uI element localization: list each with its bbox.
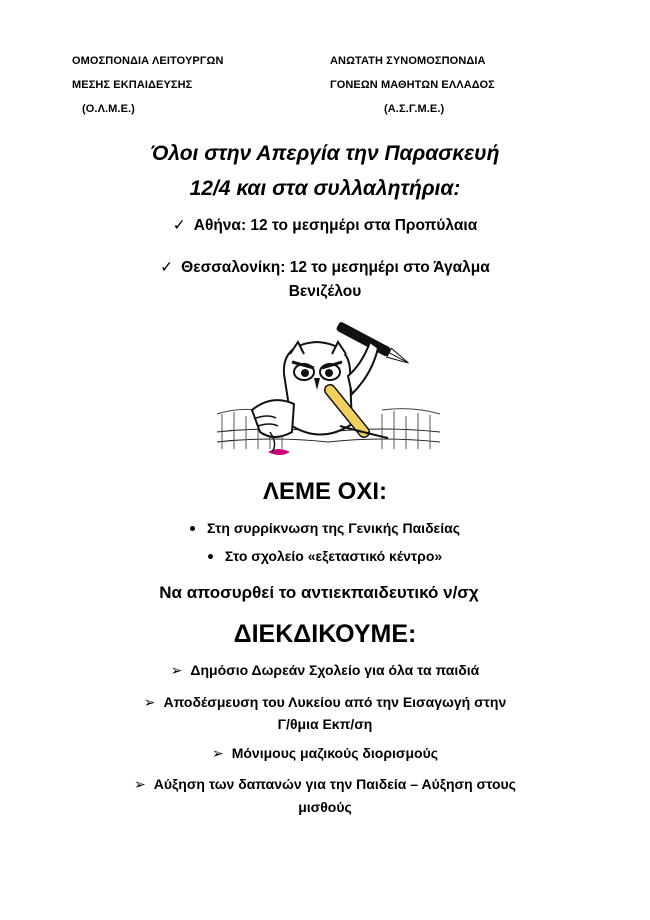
claim-item-text: Αύξηση των δαπανών για την Παιδεία – Αύξηση στους [153,776,516,792]
claim-item-text: Μόνιμους μαζικούς διορισμούς [231,745,439,761]
claim-item [0,662,650,679]
claim-item [0,694,650,711]
arrowhead-bullet-icon: ➢ [211,745,224,761]
say-no-item [0,548,650,564]
owl-illustration [212,314,444,462]
bullet-icon [190,526,195,531]
claim-item-cont: Γ/θμια Εκπ/ση [277,716,373,732]
rally-thessaloniki [0,258,650,277]
claim-item [0,776,650,793]
asgme-abbr: (Α.Σ.Γ.Μ.Ε.) [384,103,445,115]
withdraw-bill-demand: Να αποσυρθεί το αντιεκπαιδευτικό ν/σχ [159,583,479,602]
arrowhead-bullet-icon: ➢ [143,694,156,710]
rally-athens [0,216,650,235]
asgme-line1: ΑΝΩΤΑΤΗ ΣΥΝΟΜΟΣΠΟΝΔΙΑ [330,55,486,67]
claim-item [0,745,650,762]
checkmark-icon: ✓ [172,217,186,234]
claim-item-text: Δημόσιο Δωρεάν Σχολείο για όλα τα παιδιά [190,662,480,678]
bullet-icon [208,554,213,559]
say-no-item-text: Στο σχολείο «εξεταστικό κέντρο» [224,548,443,564]
olme-line2: ΜΕΣΗΣ ΕΚΠΑΙΔΕΥΣΗΣ [72,79,193,91]
say-no-item [0,520,650,536]
olme-abbr: (Ο.Λ.Μ.Ε.) [82,103,135,115]
asgme-org-name [330,49,495,121]
arrowhead-bullet-icon: ➢ [134,776,146,792]
say-no-heading: ΛΕΜΕ ΟΧΙ: [262,478,388,505]
olme-org-name [72,49,224,121]
rally-athens-text: Αθήνα: 12 το μεσημέρι στα Προπύλαια [193,217,478,234]
claim-heading: ΔΙΕΚΔΙΚΟΥΜΕ: [233,620,417,648]
asgme-line2: ΓΟΝΕΩΝ ΜΑΘΗΤΩΝ ΕΛΛΑΔΟΣ [330,79,495,91]
claim-item-text: Αποδέσμευση του Λυκείου από την Εισαγωγή στην [163,694,507,710]
olme-line1: ΟΜΟΣΠΟΝΔΙΑ ΛΕΙΤΟΥΡΓΩΝ [72,55,224,67]
rally-thessaloniki-cont: Βενιζέλου [288,283,362,300]
say-no-item-text: Στη συρρίκνωση της Γενικής Παιδείας [207,520,460,536]
arrowhead-bullet-icon: ➢ [170,662,183,678]
headline-line1: Όλοι στην Απεργία την Παρασκευή [150,142,500,165]
rally-thessaloniki-text: Θεσσαλονίκη: 12 το μεσημέρι στο Άγαλμα [181,259,490,276]
claim-item-cont: μισθούς [298,799,352,815]
checkmark-icon: ✓ [160,259,174,276]
headline-line2: 12/4 και στα συλλαλητήρια: [189,177,461,200]
